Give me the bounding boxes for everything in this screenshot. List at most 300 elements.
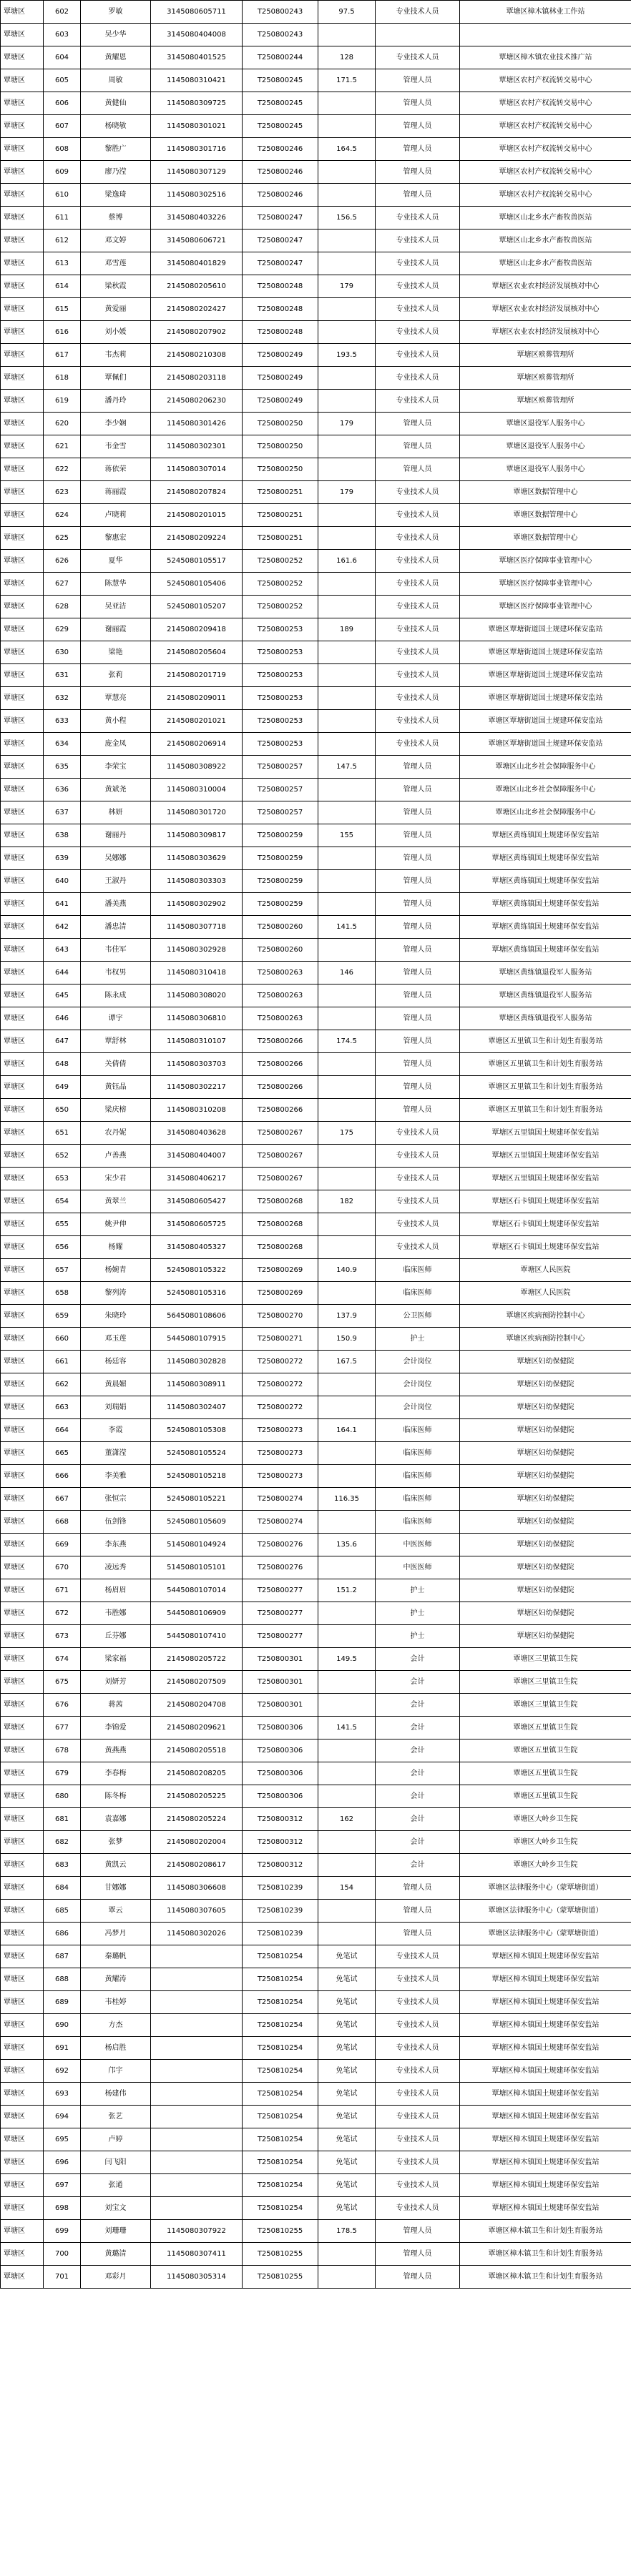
table-row	[1, 870, 631, 893]
seq-cell: 629	[44, 618, 81, 641]
unit-cell: 覃塘区樟木镇卫生和计划生育服务站	[460, 2243, 631, 2266]
name-cell: 方杰	[81, 2014, 151, 2037]
unit-cell: 覃塘区山北乡水产畜牧兽医站	[460, 207, 631, 230]
category-cell: 管理人员	[376, 916, 460, 939]
score-cell: 免笔试	[318, 2106, 376, 2128]
unit-cell: 覃塘区覃塘街道国土规建环保安监站	[460, 641, 631, 664]
unit-cell: 覃塘区樟木镇卫生和计划生育服务站	[460, 2220, 631, 2243]
table-row	[1, 2151, 631, 2174]
ticket-number-cell: 1145080310418	[151, 962, 243, 984]
ticket-number-cell: 1145080302516	[151, 184, 243, 207]
position-code-cell: T250810254	[243, 1968, 318, 1991]
ticket-number-cell	[151, 2151, 243, 2174]
unit-cell: 覃塘区樟木镇国土规建环保安监站	[460, 2128, 631, 2151]
area-cell: 覃塘区	[1, 1122, 44, 1145]
unit-cell: 覃塘区覃塘街道国土规建环保安监站	[460, 710, 631, 733]
name-cell: 潘丹玲	[81, 390, 151, 413]
table-row	[1, 2106, 631, 2128]
position-code-cell: T250800272	[243, 1396, 318, 1419]
unit-cell: 覃塘区农村产权流转交易中心	[460, 92, 631, 115]
ticket-number-cell: 2145080201719	[151, 664, 243, 687]
table-row	[1, 1808, 631, 1831]
area-cell: 覃塘区	[1, 916, 44, 939]
area-cell: 覃塘区	[1, 207, 44, 230]
ticket-number-cell: 3145080404008	[151, 24, 243, 46]
table-row	[1, 2014, 631, 2037]
seq-cell: 670	[44, 1556, 81, 1579]
position-code-cell: T250800252	[243, 550, 318, 573]
position-code-cell: T250800253	[243, 641, 318, 664]
category-cell: 管理人员	[376, 115, 460, 138]
table-row	[1, 184, 631, 207]
position-code-cell: T250810254	[243, 2014, 318, 2037]
area-cell: 覃塘区	[1, 687, 44, 710]
ticket-number-cell: 5245080105218	[151, 1465, 243, 1488]
name-cell: 李荣宝	[81, 756, 151, 779]
position-code-cell: T250800312	[243, 1808, 318, 1831]
seq-cell: 700	[44, 2243, 81, 2266]
category-cell: 临床医师	[376, 1259, 460, 1282]
unit-cell: 覃塘区殡葬管理所	[460, 367, 631, 390]
seq-cell: 698	[44, 2197, 81, 2220]
area-cell: 覃塘区	[1, 1328, 44, 1351]
unit-cell: 覃塘区石卡镇国土规建环保安监站	[460, 1213, 631, 1236]
score-cell	[318, 92, 376, 115]
seq-cell: 616	[44, 321, 81, 344]
area-cell: 覃塘区	[1, 1099, 44, 1122]
name-cell: 吴娜娜	[81, 847, 151, 870]
unit-cell: 覃塘区五里镇卫生院	[460, 1785, 631, 1808]
seq-cell: 622	[44, 458, 81, 481]
area-cell: 覃塘区	[1, 1556, 44, 1579]
name-cell: 覃舒林	[81, 1030, 151, 1053]
table-row	[1, 1877, 631, 1900]
ticket-number-cell: 5445080107410	[151, 1625, 243, 1648]
unit-cell: 覃塘区山北乡社会保障服务中心	[460, 756, 631, 779]
name-cell: 杨启胜	[81, 2037, 151, 2060]
table-row	[1, 1648, 631, 1671]
category-cell: 专业技术人员	[376, 550, 460, 573]
ticket-number-cell: 1145080302902	[151, 893, 243, 916]
score-cell: 免笔试	[318, 2083, 376, 2106]
category-cell: 管理人员	[376, 2266, 460, 2289]
score-cell: 免笔试	[318, 2151, 376, 2174]
seq-cell: 646	[44, 1007, 81, 1030]
position-code-cell: T250800306	[243, 1717, 318, 1739]
seq-cell: 696	[44, 2151, 81, 2174]
unit-cell: 覃塘区樟木镇林业工作站	[460, 1, 631, 24]
position-code-cell: T250800253	[243, 618, 318, 641]
category-cell: 管理人员	[376, 92, 460, 115]
name-cell: 梁家福	[81, 1648, 151, 1671]
score-cell	[318, 1694, 376, 1717]
seq-cell: 666	[44, 1465, 81, 1488]
position-code-cell: T250800273	[243, 1419, 318, 1442]
ticket-number-cell: 1145080301720	[151, 801, 243, 824]
name-cell: 张通	[81, 2174, 151, 2197]
area-cell: 覃塘区	[1, 2060, 44, 2083]
ticket-number-cell: 1145080307718	[151, 916, 243, 939]
position-code-cell: T250810254	[243, 2128, 318, 2151]
unit-cell: 覃塘区樟木镇国土规建环保安监站	[460, 2037, 631, 2060]
unit-cell: 覃塘区五里镇卫生和计划生育服务站	[460, 1076, 631, 1099]
ticket-number-cell	[151, 2083, 243, 2106]
area-cell: 覃塘区	[1, 1236, 44, 1259]
position-code-cell: T250800243	[243, 24, 318, 46]
area-cell: 覃塘区	[1, 230, 44, 252]
ticket-number-cell: 1145080307129	[151, 161, 243, 184]
ticket-number-cell: 1145080308020	[151, 984, 243, 1007]
score-cell	[318, 1236, 376, 1259]
unit-cell: 覃塘区农村产权流转交易中心	[460, 138, 631, 161]
category-cell: 专业技术人员	[376, 1236, 460, 1259]
score-cell	[318, 893, 376, 916]
position-code-cell: T250800248	[243, 275, 318, 298]
position-code-cell: T250810254	[243, 2197, 318, 2220]
unit-cell: 覃塘区医疗保障事业管理中心	[460, 596, 631, 618]
ticket-number-cell	[151, 2128, 243, 2151]
position-code-cell: T250800301	[243, 1694, 318, 1717]
seq-cell: 650	[44, 1099, 81, 1122]
table-row	[1, 1556, 631, 1579]
area-cell: 覃塘区	[1, 1053, 44, 1076]
name-cell: 谢丽丹	[81, 824, 151, 847]
name-cell: 陈慧华	[81, 573, 151, 596]
table-row	[1, 2037, 631, 2060]
unit-cell: 覃塘区农村产权流转交易中心	[460, 69, 631, 92]
unit-cell: 覃塘区大岭乡卫生院	[460, 1854, 631, 1877]
table-row	[1, 1396, 631, 1419]
seq-cell: 678	[44, 1739, 81, 1762]
category-cell: 管理人员	[376, 161, 460, 184]
category-cell: 管理人员	[376, 824, 460, 847]
name-cell: 秦璐帆	[81, 1945, 151, 1968]
area-cell: 覃塘区	[1, 1396, 44, 1419]
position-code-cell: T250800253	[243, 733, 318, 756]
score-cell: 150.9	[318, 1328, 376, 1351]
ticket-number-cell: 2145080205722	[151, 1648, 243, 1671]
table-row	[1, 1099, 631, 1122]
category-cell: 中医医师	[376, 1556, 460, 1579]
seq-cell: 604	[44, 46, 81, 69]
position-code-cell: T250810255	[243, 2266, 318, 2289]
area-cell: 覃塘区	[1, 1762, 44, 1785]
position-code-cell: T250800266	[243, 1099, 318, 1122]
seq-cell: 658	[44, 1282, 81, 1305]
table-row	[1, 1373, 631, 1396]
seq-cell: 657	[44, 1259, 81, 1282]
category-cell: 专业技术人员	[376, 1, 460, 24]
ticket-number-cell: 3145080404007	[151, 1145, 243, 1168]
seq-cell: 642	[44, 916, 81, 939]
score-cell: 免笔试	[318, 2037, 376, 2060]
position-code-cell: T250800312	[243, 1831, 318, 1854]
position-code-cell: T250800249	[243, 390, 318, 413]
ticket-number-cell: 1145080308911	[151, 1373, 243, 1396]
name-cell: 邓玉莲	[81, 1328, 151, 1351]
score-cell: 137.9	[318, 1305, 376, 1328]
category-cell: 中医医师	[376, 1534, 460, 1556]
table-row	[1, 916, 631, 939]
ticket-number-cell: 1145080302928	[151, 939, 243, 962]
ticket-number-cell: 1145080307605	[151, 1900, 243, 1923]
name-cell: 夏华	[81, 550, 151, 573]
table-row	[1, 939, 631, 962]
table-row	[1, 1488, 631, 1511]
position-code-cell: T250810254	[243, 2083, 318, 2106]
ticket-number-cell: 2145080207509	[151, 1671, 243, 1694]
position-code-cell: T250800272	[243, 1351, 318, 1373]
name-cell: 朱晓玲	[81, 1305, 151, 1328]
ticket-number-cell: 3145080605427	[151, 1190, 243, 1213]
position-code-cell: T250800244	[243, 46, 318, 69]
score-cell	[318, 664, 376, 687]
table-row	[1, 1785, 631, 1808]
score-cell	[318, 573, 376, 596]
ticket-number-cell: 2145080203118	[151, 367, 243, 390]
table-row	[1, 413, 631, 435]
category-cell: 临床医师	[376, 1465, 460, 1488]
name-cell: 杨婉青	[81, 1259, 151, 1282]
table-row	[1, 46, 631, 69]
name-cell: 凌远秀	[81, 1556, 151, 1579]
name-cell: 刘珊珊	[81, 2220, 151, 2243]
category-cell: 专业技术人员	[376, 275, 460, 298]
ticket-number-cell: 3145080401829	[151, 252, 243, 275]
unit-cell: 覃塘区樟木镇国土规建环保安监站	[460, 2060, 631, 2083]
seq-cell: 625	[44, 527, 81, 550]
table-row	[1, 1717, 631, 1739]
position-code-cell: T250800271	[243, 1328, 318, 1351]
category-cell: 管理人员	[376, 1099, 460, 1122]
area-cell: 覃塘区	[1, 2128, 44, 2151]
score-cell	[318, 1854, 376, 1877]
seq-cell: 680	[44, 1785, 81, 1808]
name-cell: 韦权男	[81, 962, 151, 984]
position-code-cell: T250800273	[243, 1442, 318, 1465]
seq-cell: 676	[44, 1694, 81, 1717]
seq-cell: 644	[44, 962, 81, 984]
name-cell: 梁逸琦	[81, 184, 151, 207]
area-cell: 覃塘区	[1, 824, 44, 847]
seq-cell: 681	[44, 1808, 81, 1831]
score-cell: 179	[318, 413, 376, 435]
table-row	[1, 1168, 631, 1190]
table-row	[1, 161, 631, 184]
area-cell: 覃塘区	[1, 252, 44, 275]
name-cell: 黄耀涛	[81, 1968, 151, 1991]
position-code-cell: T250800267	[243, 1145, 318, 1168]
name-cell: 姚尹伸	[81, 1213, 151, 1236]
category-cell: 会计	[376, 1648, 460, 1671]
ticket-number-cell: 3145080401525	[151, 46, 243, 69]
name-cell: 杨廷容	[81, 1351, 151, 1373]
category-cell: 管理人员	[376, 801, 460, 824]
category-cell: 专业技术人员	[376, 2151, 460, 2174]
table-row	[1, 962, 631, 984]
score-cell	[318, 367, 376, 390]
unit-cell: 覃塘区樟木镇国土规建环保安监站	[460, 1945, 631, 1968]
area-cell: 覃塘区	[1, 504, 44, 527]
ticket-number-cell: 2145080209621	[151, 1717, 243, 1739]
score-cell	[318, 939, 376, 962]
ticket-number-cell: 1145080307922	[151, 2220, 243, 2243]
area-cell: 覃塘区	[1, 2220, 44, 2243]
score-cell	[318, 1602, 376, 1625]
seq-cell: 627	[44, 573, 81, 596]
ticket-number-cell: 2145080205604	[151, 641, 243, 664]
area-cell: 覃塘区	[1, 2243, 44, 2266]
table-row	[1, 1213, 631, 1236]
area-cell: 覃塘区	[1, 847, 44, 870]
seq-cell: 641	[44, 893, 81, 916]
category-cell: 专业技术人员	[376, 2014, 460, 2037]
category-cell: 管理人员	[376, 458, 460, 481]
unit-cell: 覃塘区农业农村经济发展核对中心	[460, 298, 631, 321]
table-row	[1, 2220, 631, 2243]
unit-cell: 覃塘区黄练镇退役军人服务站	[460, 1007, 631, 1030]
category-cell: 专业技术人员	[376, 367, 460, 390]
ticket-number-cell: 1145080309817	[151, 824, 243, 847]
score-cell	[318, 435, 376, 458]
category-cell: 专业技术人员	[376, 733, 460, 756]
name-cell: 梁秋霞	[81, 275, 151, 298]
name-cell: 黄晨媚	[81, 1373, 151, 1396]
seq-cell: 603	[44, 24, 81, 46]
unit-cell: 覃塘区黄练镇国土规建环保安监站	[460, 824, 631, 847]
area-cell: 覃塘区	[1, 1602, 44, 1625]
category-cell: 专业技术人员	[376, 344, 460, 367]
seq-cell: 615	[44, 298, 81, 321]
category-cell: 专业技术人员	[376, 2197, 460, 2220]
area-cell: 覃塘区	[1, 596, 44, 618]
name-cell: 梁艳	[81, 641, 151, 664]
ticket-number-cell	[151, 2197, 243, 2220]
unit-cell: 覃塘区黄练镇国土规建环保安监站	[460, 870, 631, 893]
area-cell: 覃塘区	[1, 1579, 44, 1602]
table-row	[1, 138, 631, 161]
score-cell: 免笔试	[318, 2060, 376, 2083]
name-cell: 蒋茜	[81, 1694, 151, 1717]
name-cell: 卢善燕	[81, 1145, 151, 1168]
unit-cell: 覃塘区妇幼保健院	[460, 1534, 631, 1556]
score-cell	[318, 1465, 376, 1488]
table-row	[1, 344, 631, 367]
name-cell: 邓文婷	[81, 230, 151, 252]
unit-cell	[460, 24, 631, 46]
unit-cell: 覃塘区医疗保障事业管理中心	[460, 550, 631, 573]
position-code-cell: T250800247	[243, 230, 318, 252]
score-cell	[318, 1373, 376, 1396]
position-code-cell: T250800246	[243, 138, 318, 161]
unit-cell: 覃塘区妇幼保健院	[460, 1419, 631, 1442]
seq-cell: 653	[44, 1168, 81, 1190]
area-cell: 覃塘区	[1, 2106, 44, 2128]
name-cell: 黄耀恩	[81, 46, 151, 69]
position-code-cell: T250810239	[243, 1923, 318, 1945]
area-cell: 覃塘区	[1, 1785, 44, 1808]
name-cell: 张艺	[81, 2106, 151, 2128]
unit-cell: 覃塘区妇幼保健院	[460, 1579, 631, 1602]
ticket-number-cell: 5245080105207	[151, 596, 243, 618]
position-code-cell: T250800245	[243, 115, 318, 138]
area-cell: 覃塘区	[1, 1168, 44, 1190]
ticket-number-cell: 2145080201015	[151, 504, 243, 527]
table-row	[1, 1007, 631, 1030]
name-cell: 李霞	[81, 1419, 151, 1442]
ticket-number-cell: 2145080204708	[151, 1694, 243, 1717]
seq-cell: 699	[44, 2220, 81, 2243]
seq-cell: 636	[44, 779, 81, 801]
score-cell: 146	[318, 962, 376, 984]
category-cell: 专业技术人员	[376, 252, 460, 275]
name-cell: 张恒宗	[81, 1488, 151, 1511]
category-cell: 护士	[376, 1328, 460, 1351]
category-cell: 会计	[376, 1785, 460, 1808]
score-cell	[318, 1831, 376, 1854]
name-cell: 梁庆榕	[81, 1099, 151, 1122]
position-code-cell: T250800273	[243, 1465, 318, 1488]
unit-cell: 覃塘区大岭乡卫生院	[460, 1831, 631, 1854]
unit-cell: 覃塘区妇幼保健院	[460, 1442, 631, 1465]
ticket-number-cell: 1145080302301	[151, 435, 243, 458]
unit-cell: 覃塘区石卡镇国土规建环保安监站	[460, 1190, 631, 1213]
score-cell	[318, 184, 376, 207]
table-row	[1, 2266, 631, 2289]
position-code-cell: T250800276	[243, 1534, 318, 1556]
category-cell: 临床医师	[376, 1442, 460, 1465]
unit-cell: 覃塘区数据管理中心	[460, 527, 631, 550]
table-row	[1, 115, 631, 138]
seq-cell: 656	[44, 1236, 81, 1259]
category-cell: 专业技术人员	[376, 687, 460, 710]
ticket-number-cell: 1145080306608	[151, 1877, 243, 1900]
score-cell: 135.6	[318, 1534, 376, 1556]
seq-cell: 623	[44, 481, 81, 504]
category-cell: 会计	[376, 1831, 460, 1854]
position-code-cell: T250800269	[243, 1259, 318, 1282]
table-row	[1, 92, 631, 115]
name-cell: 吴亚洁	[81, 596, 151, 618]
name-cell: 刘瑞娟	[81, 1396, 151, 1419]
score-cell	[318, 115, 376, 138]
category-cell: 管理人员	[376, 413, 460, 435]
ticket-number-cell	[151, 1945, 243, 1968]
table-row	[1, 252, 631, 275]
name-cell: 覃佩们	[81, 367, 151, 390]
seq-cell: 669	[44, 1534, 81, 1556]
unit-cell: 覃塘区五里镇卫生院	[460, 1739, 631, 1762]
score-cell	[318, 1923, 376, 1945]
area-cell: 覃塘区	[1, 641, 44, 664]
unit-cell: 覃塘区退役军人服务中心	[460, 458, 631, 481]
ticket-number-cell: 1145080302026	[151, 1923, 243, 1945]
ticket-number-cell: 5245080105406	[151, 573, 243, 596]
unit-cell: 覃塘区妇幼保健院	[460, 1465, 631, 1488]
unit-cell: 覃塘区山北乡社会保障服务中心	[460, 801, 631, 824]
seq-cell: 643	[44, 939, 81, 962]
category-cell: 护士	[376, 1579, 460, 1602]
seq-cell: 647	[44, 1030, 81, 1053]
score-cell	[318, 710, 376, 733]
position-code-cell: T250800266	[243, 1053, 318, 1076]
unit-cell: 覃塘区五里镇卫生和计划生育服务站	[460, 1030, 631, 1053]
name-cell: 黎列涛	[81, 1282, 151, 1305]
seq-cell: 662	[44, 1373, 81, 1396]
score-cell: 162	[318, 1808, 376, 1831]
table-row	[1, 435, 631, 458]
seq-cell: 609	[44, 161, 81, 184]
